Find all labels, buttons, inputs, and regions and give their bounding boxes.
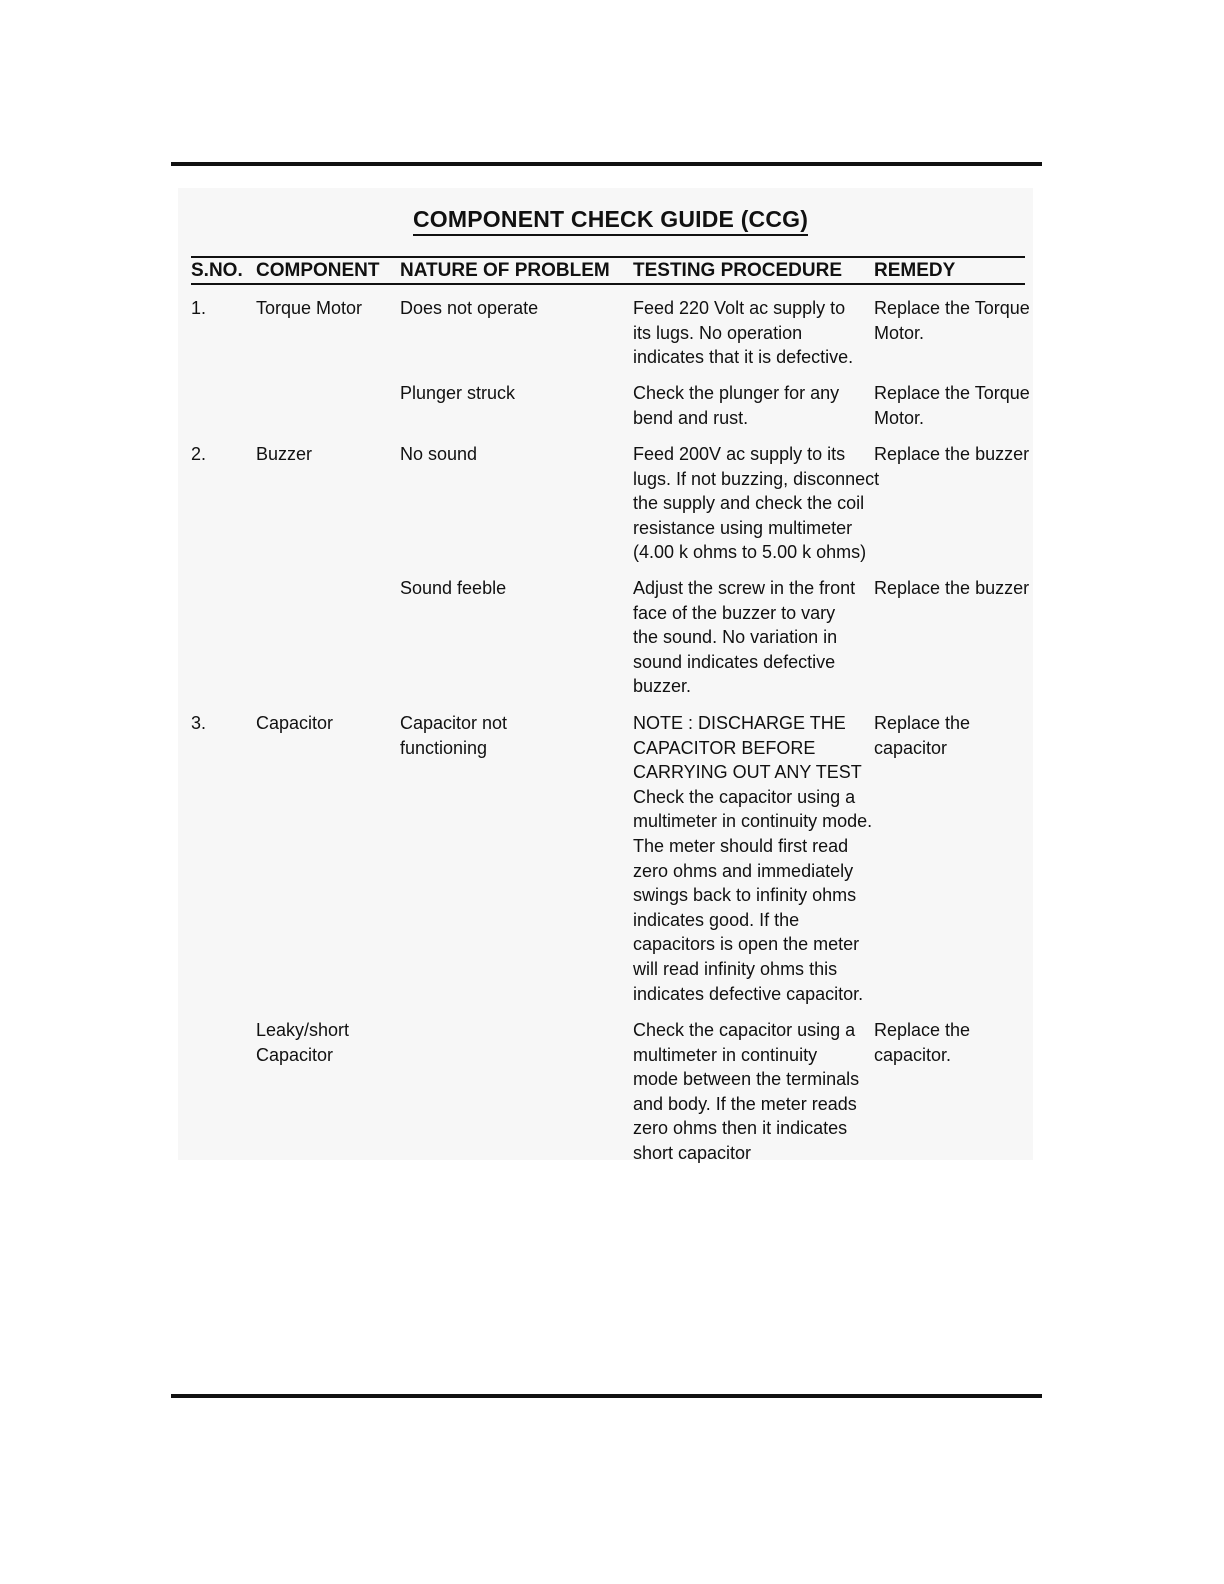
text-line: Check the capacitor using a xyxy=(633,1020,856,1040)
text-line: Torque Motor xyxy=(256,298,363,318)
text-line: Replace the Torque xyxy=(874,298,1030,318)
text-line: sound indicates defective xyxy=(633,651,836,672)
text-line: its lugs. No operation xyxy=(633,322,803,343)
text-line: Buzzer xyxy=(256,444,313,464)
row-3-remedy xyxy=(874,442,1029,467)
row-1-remedy xyxy=(874,296,1030,345)
header-sno: S.NO. xyxy=(191,260,243,281)
text-line: resistance using multimeter xyxy=(633,517,853,538)
row-3-testing xyxy=(633,442,879,565)
text-line: The meter should first read xyxy=(633,835,849,856)
text-line: (4.00 k ohms to 5.00 k ohms) xyxy=(633,542,867,563)
text-line: Sound feeble xyxy=(400,578,507,598)
row-5-sno: 3. xyxy=(191,713,207,733)
row-6-remedy xyxy=(874,1018,970,1067)
header-component: COMPONENT xyxy=(256,260,380,281)
text-line: lugs. If not buzzing, disconnect xyxy=(633,468,880,489)
text-line: capacitor xyxy=(874,737,948,758)
text-line: Check the capacitor using a xyxy=(633,786,856,807)
row-4-remedy xyxy=(874,576,1029,601)
row-4-problem xyxy=(400,576,506,601)
row-2-remedy xyxy=(874,381,1030,430)
text-line: Leaky/short xyxy=(256,1020,350,1040)
row-5-testing xyxy=(633,711,872,1006)
row-5-component xyxy=(256,711,333,736)
header-nature-of-problem: NATURE OF PROBLEM xyxy=(400,260,610,281)
row-2-testing xyxy=(633,381,839,430)
text-line: Replace the xyxy=(874,1020,971,1040)
text-line: No sound xyxy=(400,444,478,464)
text-line: capacitor. xyxy=(874,1044,952,1065)
text-line: the sound. No variation in xyxy=(633,627,838,648)
row-1-sno: 1. xyxy=(191,298,207,318)
row-5-problem xyxy=(400,711,507,760)
text-line: indicates defective capacitor. xyxy=(633,983,864,1004)
header-bottom-rule xyxy=(191,283,1025,285)
header-testing-procedure: TESTING PROCEDURE xyxy=(633,260,843,281)
text-line: short capacitor xyxy=(633,1142,752,1163)
row-1-problem xyxy=(400,296,538,321)
text-line: Capacitor xyxy=(256,1044,334,1065)
text-line: Check the plunger for any xyxy=(633,383,840,403)
text-line: CAPACITOR BEFORE xyxy=(633,737,816,758)
row-2-problem xyxy=(400,381,515,406)
text-line: buzzer. xyxy=(633,676,692,697)
text-line: Plunger struck xyxy=(400,383,516,403)
text-line: capacitors is open the meter xyxy=(633,934,860,955)
text-line: zero ohms and immediately xyxy=(633,860,854,881)
text-line: multimeter in continuity mode. xyxy=(633,811,873,832)
text-line: Replace the buzzer xyxy=(874,578,1030,598)
text-line: zero ohms then it indicates xyxy=(633,1118,848,1139)
row-3-problem xyxy=(400,442,477,467)
text-line: multimeter in continuity xyxy=(633,1044,818,1065)
text-line: Capacitor not xyxy=(400,713,508,733)
row-5-remedy xyxy=(874,711,970,760)
text-line: functioning xyxy=(400,737,488,758)
row-6-component xyxy=(256,1018,349,1067)
text-line: face of the buzzer to vary xyxy=(633,602,836,623)
text-line: CARRYING OUT ANY TEST xyxy=(633,762,862,783)
text-line: mode between the terminals xyxy=(633,1069,860,1090)
text-line: Capacitor xyxy=(256,713,334,733)
text-line: Feed 200V ac supply to its xyxy=(633,444,846,464)
text-line: Does not operate xyxy=(400,298,539,318)
text-line: indicates good. If the xyxy=(633,909,800,930)
text-line: and body. If the meter reads xyxy=(633,1093,857,1114)
page-title: COMPONENT CHECK GUIDE (CCG) xyxy=(413,205,808,236)
text-line: Motor. xyxy=(874,322,925,343)
text-line: Replace the xyxy=(874,713,971,733)
header-remedy: REMEDY xyxy=(874,260,956,281)
text-line: Adjust the screw in the front xyxy=(633,578,856,598)
text-line: swings back to infinity ohms xyxy=(633,885,857,906)
row-3-component xyxy=(256,442,312,467)
row-6-testing xyxy=(633,1018,859,1166)
text-line: Feed 220 Volt ac supply to xyxy=(633,298,846,318)
text-line: Replace the Torque xyxy=(874,383,1030,403)
text-line: Motor. xyxy=(874,407,925,428)
text-line: indicates that it is defective. xyxy=(633,347,854,368)
row-3-sno: 2. xyxy=(191,444,207,464)
top-rule xyxy=(171,162,1042,166)
text-line: the supply and check the coil xyxy=(633,493,865,514)
text-line: bend and rust. xyxy=(633,407,749,428)
bottom-rule xyxy=(171,1394,1042,1398)
row-4-testing xyxy=(633,576,855,699)
text-line: Replace the buzzer xyxy=(874,444,1030,464)
text-line: will read infinity ohms this xyxy=(633,958,838,979)
text-line: NOTE : DISCHARGE THE xyxy=(633,713,846,733)
row-1-testing xyxy=(633,296,853,370)
header-top-rule xyxy=(191,256,1025,258)
row-1-component xyxy=(256,296,362,321)
